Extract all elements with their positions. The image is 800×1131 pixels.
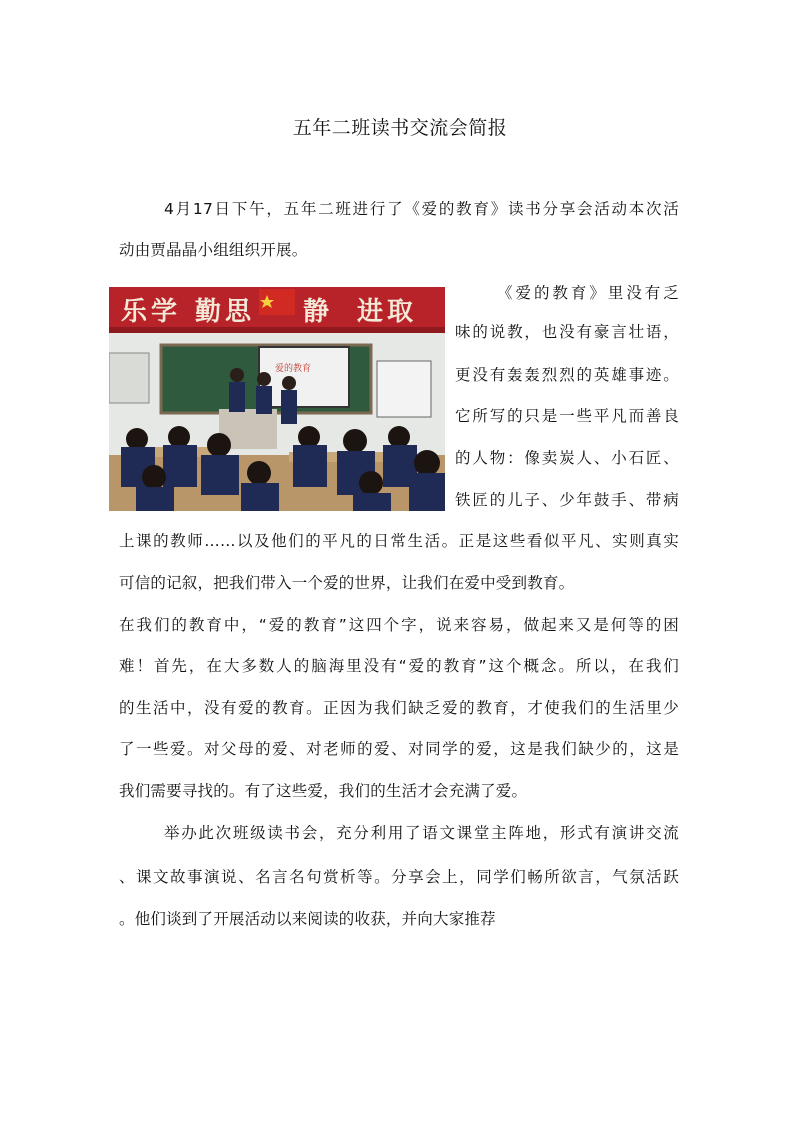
paragraph-2-line: 更没有轰轰烈烈的英雄事迹。 — [455, 366, 679, 384]
paragraph-4-line: 举办此次班级读书会，充分利用了语文课堂主阵地，形式有演讲交流 — [164, 824, 679, 842]
paragraph-3-line: 我们需要寻找的。有了这些爱，我们的生活才会充满了爱。 — [119, 782, 528, 800]
banner-char: 乐 — [121, 297, 148, 327]
document-title: 五年二班读书交流会简报 — [292, 117, 508, 139]
paragraph-3-line: 难！首先，在大多数人的脑海里没有“爱的教育”这个概念。所以，在我们 — [119, 657, 679, 675]
paragraph-2-line: 《爱的教育》里没有乏 — [497, 284, 679, 302]
paragraph-2-line: 铁匠的儿子、少年鼓手、带病 — [455, 491, 679, 509]
paragraph-1-line: 4月17日下午，五年二班进行了《爱的教育》读书分享会活动本次活 — [164, 200, 679, 218]
paragraph-2-line: 可信的记叙，把我们带入一个爱的世界，让我们在爱中受到教育。 — [119, 574, 575, 592]
screen-text: 爱的教育 — [275, 364, 312, 374]
banner-char: 取 — [387, 297, 414, 327]
paragraph-1-line: 动由贾晶晶小组组织开展。 — [119, 241, 308, 259]
banner-char: 进 — [357, 297, 384, 327]
projector-screen — [259, 347, 349, 407]
classroom-photo — [109, 287, 445, 511]
banner-char: 学 — [151, 297, 178, 327]
paragraph-2-line: 它所写的只是一些平凡而善良 — [455, 407, 679, 425]
paragraph-4-line: 。他们谈到了开展活动以来阅读的收获，并向大家推荐 — [119, 910, 496, 928]
paragraph-2-line: 上课的教师……以及他们的平凡的日常生活。正是这些看似平凡、实则真实 — [119, 532, 679, 550]
paragraph-3-line: 在我们的教育中，“爱的教育”这四个字，说来容易，做起来又是何等的困 — [119, 616, 679, 634]
paragraph-4-line: 、课文故事演说、名言名句赏析等。分享会上，同学们畅所欲言，气氛活跃 — [119, 868, 679, 886]
banner-char: 勤 — [195, 297, 222, 327]
banner-char: 思 — [225, 297, 252, 327]
paragraph-3-line: 的生活中，没有爱的教育。正因为我们缺乏爱的教育，才使我们的生活里少 — [119, 699, 679, 717]
paragraph-2-line: 的人物：像卖炭人、小石匠、 — [455, 449, 679, 467]
banner-char: 静 — [303, 297, 330, 327]
paragraph-3-line: 了一些爱。对父母的爱、对老师的爱、对同学的爱，这是我们缺少的，这是 — [119, 740, 679, 758]
paragraph-2-line: 味的说教，也没有豪言壮语， — [455, 323, 679, 341]
